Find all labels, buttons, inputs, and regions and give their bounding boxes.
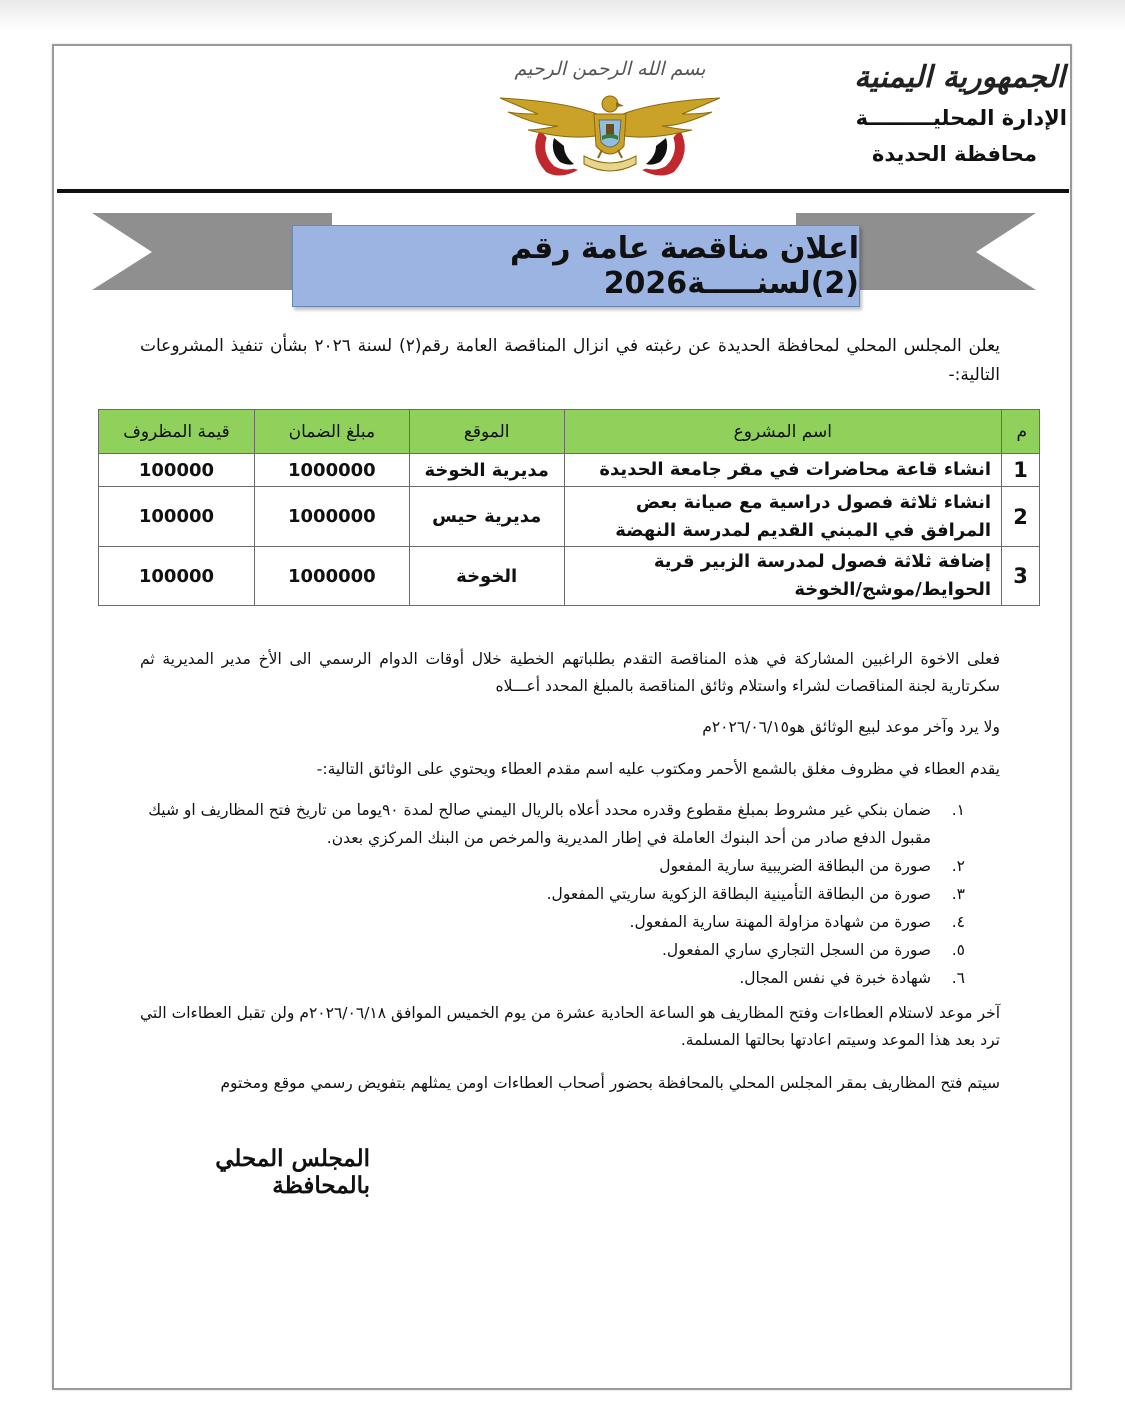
table-row: [99, 547, 1040, 606]
list-item-number: ١.: [951, 801, 965, 819]
cell-envelope-value: 100000: [99, 454, 255, 487]
col-header-envelope-value: قيمة المظروف: [99, 410, 255, 454]
col-header-project-name: اسم المشروع: [564, 410, 1001, 454]
cell-location: الخوخة: [409, 547, 564, 606]
cell-guarantee: 1000000: [254, 454, 409, 487]
list-item-number: ٢.: [951, 857, 965, 875]
cell-location: مديرية الخوخة: [409, 454, 564, 487]
list-item: [140, 880, 965, 908]
cell-guarantee: 1000000: [254, 547, 409, 606]
paragraph-submission: يقدم العطاء في مظروف مغلق بالشمع الأحمر ومكتوب عليه اسم مقدم العطاء ويحتوي على الوثائق التالية:-: [316, 760, 1000, 778]
yemen-emblem-icon: [498, 90, 722, 180]
signature: المجلس المحلي بالمحافظة: [215, 1145, 370, 1199]
paragraph-application: فعلى الاخوة الراغبين المشاركة في هذه المناقصة التقدم بطلباتهم الخطية خلال أوقات الدوام الرسمي الى الأخ مدير المديرية ثم سكرتارية لجنة المناقصات لشراء واستلام وثائق المناقصة بالمبلغ المحدد أعـــلاه: [140, 650, 1000, 695]
cell-guarantee: 1000000: [254, 487, 409, 547]
projects-table: [98, 409, 1040, 606]
list-item: [140, 908, 965, 936]
list-item-number: ٣.: [951, 885, 965, 903]
paragraph-document-deadline: ولا يرد وآخر موعد لبيع الوثائق هو٢٠٢٦/٠٦/١٥م: [702, 718, 1000, 736]
cell-project-name: إضافة ثلاثة فصول لمدرسة الزبير قرية الحوايط/موشج/الخوخة: [564, 547, 1001, 606]
cell-num: 2: [1002, 487, 1040, 547]
table-row: [99, 487, 1040, 547]
list-item: [140, 936, 965, 964]
col-header-guarantee: مبلغ الضمان: [254, 410, 409, 454]
paragraph-opening-deadline: آخر موعد لاستلام العطاءات وفتح المظاريف هو الساعة الحادية عشرة من يوم الخميس الموافق ٢٠٢٦/٠٦/١٨م ولن تقبل العطاءات التي ترد بعد هذا الموعد وسيتم اعادتها بحالتها المسلمة.: [140, 1004, 1001, 1049]
col-header-num: م: [1002, 410, 1040, 454]
paragraph-opening-venue: سيتم فتح المظاريف بمقر المجلس المحلي بالمحافظة بحضور أصحاب العطاءات اومن يمثلهم بتفويض رسمي موقع ومختوم: [220, 1074, 1000, 1092]
governorate-name: محافظة الحديدة: [871, 142, 1037, 166]
list-item-text: ضمان بنكي غير مشروط بمبلغ مقطوع وقدره محدد أعلاه بالريال اليمني صالح لمدة ٩٠يوما من تاريخ فتح المظاريف او شيك مقبول الدفع صادر من أحد البنوك العاملة في إطار المديرية والمرخص من البنك المركزي بعدن.: [148, 801, 931, 847]
header-divider: [57, 189, 1069, 193]
local-administration: الإدارة المحليـــــــــة: [855, 106, 1067, 130]
cell-project-name: انشاء قاعة محاضرات في مقر جامعة الحديدة: [564, 454, 1001, 487]
col-header-location: الموقع: [409, 410, 564, 454]
table-row: [99, 454, 1040, 487]
cell-project-name: انشاء ثلاثة فصول دراسية مع صيانة بعض المرافق في المبني القديم لمدرسة النهضة: [564, 487, 1001, 547]
list-item-text: صورة من البطاقة الضريبية سارية المفعول: [659, 857, 931, 875]
list-item-text: صورة من البطاقة التأمينية البطاقة الزكوية ساريتي المفعول.: [546, 885, 931, 903]
basmala: بسم الله الرحمن الرحيم: [514, 58, 706, 80]
required-documents-list: [140, 796, 965, 992]
cell-location: مديرية حيس: [409, 487, 564, 547]
cell-envelope-value: 100000: [99, 487, 255, 547]
letterhead: [837, 58, 1067, 172]
list-item-number: ٤.: [951, 913, 965, 931]
cell-envelope-value: 100000: [99, 547, 255, 606]
table-header-row: [99, 410, 1040, 454]
list-item-text: صورة من شهادة مزاولة المهنة سارية المفعول.: [629, 913, 931, 931]
list-item-text: شهادة خبرة في نفس المجال.: [739, 969, 931, 987]
list-item-number: ٥.: [951, 941, 965, 959]
list-item-number: ٦.: [951, 969, 965, 987]
cell-num: 1: [1002, 454, 1040, 487]
top-shade: [0, 0, 1125, 30]
list-item-text: صورة من السجل التجاري ساري المفعول.: [662, 941, 931, 959]
cell-num: 3: [1002, 547, 1040, 606]
list-item: [140, 852, 965, 880]
list-item: [140, 964, 965, 992]
intro-text: يعلن المجلس المحلي لمحافظة الحديدة عن رغبته في انزال المناقصة العامة رقم(٢) لسنة ٢٠٢٦ بشأن تنفيذ المشروعات التالية:-: [140, 336, 1000, 385]
tender-title: اعلان مناقصة عامة رقم (2)لسنـــــة2026: [292, 225, 860, 307]
list-item: [140, 796, 965, 852]
country-name: الجمهورية اليمنية: [854, 60, 1065, 95]
